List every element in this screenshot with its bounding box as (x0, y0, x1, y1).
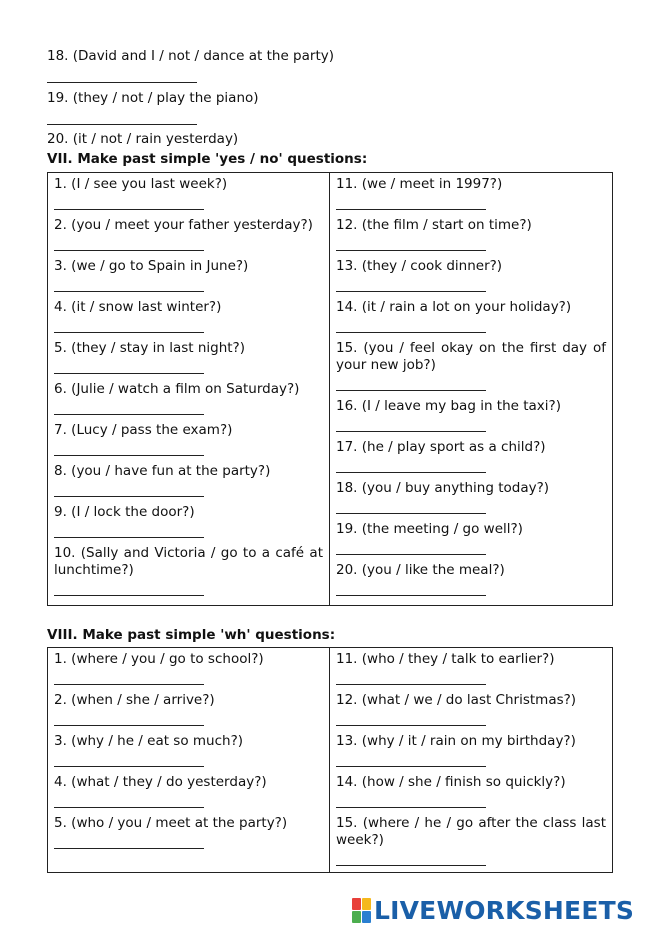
logo-block-e (362, 911, 371, 923)
question-item (336, 480, 606, 514)
question-item (336, 176, 606, 210)
answer-line[interactable] (336, 415, 486, 432)
question-text: 14. (it / rain a lot on your holiday?) (336, 299, 572, 315)
answer-line[interactable] (54, 579, 204, 596)
question-text: 11. (we / meet in 1997?) (336, 176, 503, 192)
intro-item-19: 19. (they / not / play the piano) (47, 90, 259, 106)
section-8-table (47, 647, 613, 873)
answer-line[interactable] (54, 234, 204, 251)
question-text: 16. (I / leave my bag in the taxi?) (336, 398, 561, 414)
question-text: 17. (he / play sport as a child?) (336, 439, 546, 455)
question-text: 12. (what / we / do last Christmas?) (336, 692, 577, 708)
question-text: 9. (I / lock the door?) (54, 504, 195, 520)
answer-line[interactable] (336, 316, 486, 333)
question-item (336, 774, 606, 808)
question-item (336, 398, 606, 432)
section-7-right-column (330, 173, 612, 605)
answer-line[interactable] (54, 193, 204, 210)
answer-line[interactable] (336, 668, 486, 685)
question-item (336, 439, 606, 473)
question-text: 15. (you / feel okay on the first day of your new job?) (336, 340, 606, 373)
question-item (54, 504, 323, 538)
question-text: 13. (why / it / rain on my birthday?) (336, 733, 576, 749)
question-item (54, 422, 323, 456)
answer-line[interactable] (336, 750, 486, 767)
question-text: 12. (the film / start on time?) (336, 217, 532, 233)
question-text: 19. (the meeting / go well?) (336, 521, 523, 537)
question-item (336, 217, 606, 251)
question-text: 4. (what / they / do yesterday?) (54, 774, 267, 790)
section-7-heading: VII. Make past simple 'yes / no' questions: (47, 151, 368, 167)
question-item (54, 258, 323, 292)
question-text: 10. (Sally and Victoria / go to a café at lunchtime?) (54, 545, 323, 578)
answer-line[interactable] (54, 439, 204, 456)
question-text: 3. (why / he / eat so much?) (54, 733, 244, 749)
logo-block-v (352, 911, 361, 923)
answer-line[interactable] (336, 193, 486, 210)
question-item (336, 258, 606, 292)
logo-mark-icon (352, 898, 371, 923)
answer-line[interactable] (336, 456, 486, 473)
question-item (336, 521, 606, 555)
intro-item-20: 20. (it / not / rain yesterday) (47, 131, 239, 147)
section-8-heading: VIII. Make past simple 'wh' questions: (47, 627, 336, 643)
answer-line[interactable] (336, 234, 486, 251)
answer-line[interactable] (54, 709, 204, 726)
answer-line[interactable] (47, 124, 197, 125)
answer-line[interactable] (54, 480, 204, 497)
intro-item-18: 18. (David and I / not / dance at the party) (47, 48, 335, 64)
question-text: 15. (where / he / go after the class last week?) (336, 815, 606, 848)
question-item (54, 733, 323, 767)
question-text: 8. (you / have fun at the party?) (54, 463, 271, 479)
answer-line[interactable] (54, 398, 204, 415)
answer-line[interactable] (336, 374, 486, 391)
answer-line[interactable] (54, 316, 204, 333)
answer-line[interactable] (54, 750, 204, 767)
question-item (54, 340, 323, 374)
question-item (336, 340, 606, 391)
answer-line[interactable] (336, 791, 486, 808)
answer-line[interactable] (54, 668, 204, 685)
answer-line[interactable] (54, 521, 204, 538)
logo-text: LIVEWORKSHEETS (374, 896, 635, 925)
section-7-left-column (48, 173, 330, 605)
question-text: 5. (who / you / meet at the party?) (54, 815, 288, 831)
question-item (54, 815, 323, 849)
question-item (336, 692, 606, 726)
question-item (54, 774, 323, 808)
question-text: 6. (Julie / watch a film on Saturday?) (54, 381, 300, 397)
logo-block-l (352, 898, 361, 910)
answer-line[interactable] (54, 357, 204, 374)
question-text: 1. (where / you / go to school?) (54, 651, 264, 667)
question-text: 11. (who / they / talk to earlier?) (336, 651, 555, 667)
answer-line[interactable] (336, 538, 486, 555)
question-text: 18. (you / buy anything today?) (336, 480, 550, 496)
answer-line[interactable] (336, 849, 486, 866)
section-8-right-column (330, 648, 612, 872)
answer-line[interactable] (54, 832, 204, 849)
question-item (54, 381, 323, 415)
liveworksheets-logo (352, 896, 634, 925)
answer-line[interactable] (47, 82, 197, 83)
question-item (54, 299, 323, 333)
question-item (336, 299, 606, 333)
question-item (336, 651, 606, 685)
answer-line[interactable] (336, 275, 486, 292)
question-item (336, 562, 606, 596)
section-8-left-column (48, 648, 330, 872)
question-item (54, 217, 323, 251)
question-text: 4. (it / snow last winter?) (54, 299, 222, 315)
logo-block-i (362, 898, 371, 910)
answer-line[interactable] (336, 709, 486, 726)
section-7-table (47, 172, 613, 606)
question-item (54, 651, 323, 685)
answer-line[interactable] (54, 275, 204, 292)
question-text: 7. (Lucy / pass the exam?) (54, 422, 233, 438)
question-item (54, 692, 323, 726)
question-text: 3. (we / go to Spain in June?) (54, 258, 249, 274)
question-text: 20. (you / like the meal?) (336, 562, 505, 578)
answer-line[interactable] (336, 579, 486, 596)
question-text: 2. (you / meet your father yesterday?) (54, 217, 313, 233)
question-text: 13. (they / cook dinner?) (336, 258, 503, 274)
question-text: 2. (when / she / arrive?) (54, 692, 215, 708)
question-text: 14. (how / she / finish so quickly?) (336, 774, 566, 790)
question-item (54, 463, 323, 497)
question-item (336, 815, 606, 866)
question-item (336, 733, 606, 767)
answer-line[interactable] (336, 497, 486, 514)
question-text: 1. (I / see you last week?) (54, 176, 228, 192)
answer-line[interactable] (54, 791, 204, 808)
question-item (54, 176, 323, 210)
question-item (54, 545, 323, 596)
question-text: 5. (they / stay in last night?) (54, 340, 245, 356)
